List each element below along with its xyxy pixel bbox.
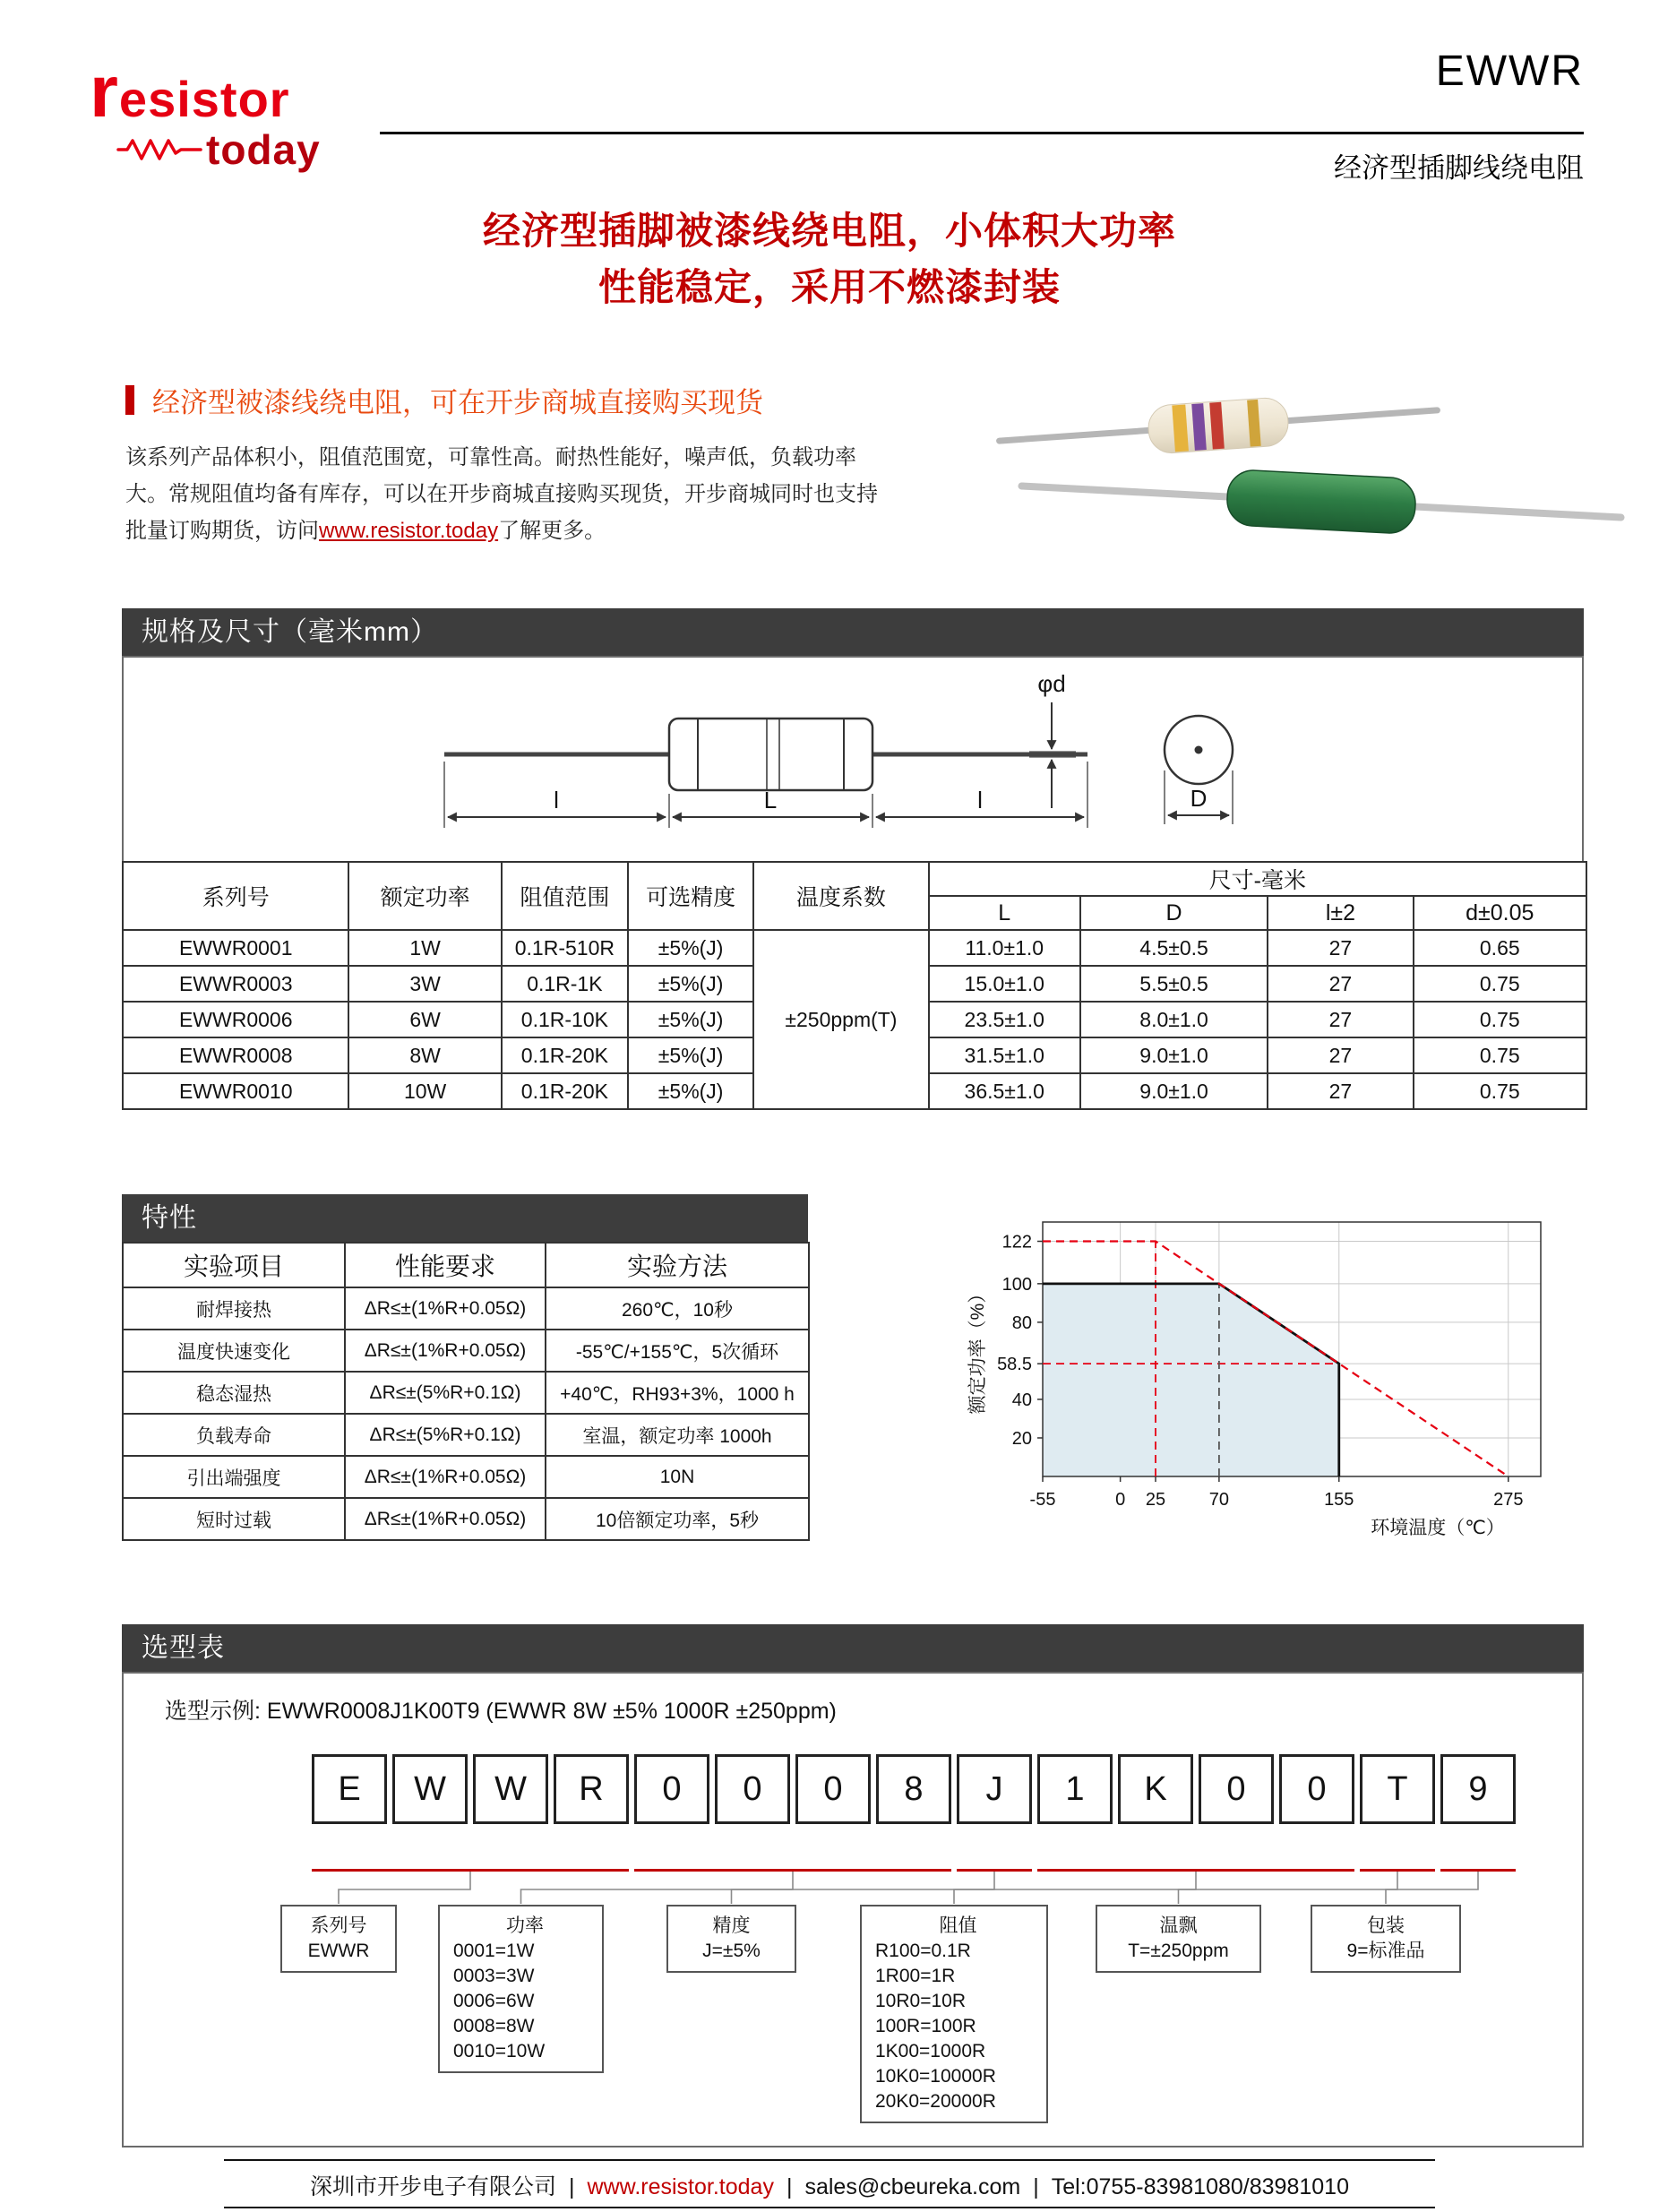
spec-cell: 15.0±1.0 <box>929 966 1080 1002</box>
spec-cell: 0.75 <box>1414 966 1586 1002</box>
spec-dimension-subheader: l±2 <box>1268 896 1413 930</box>
selection-connector <box>1179 1872 1398 1904</box>
features-column-header: 实验项目 <box>123 1243 345 1287</box>
dim-label-wire-diameter: φd <box>1037 670 1066 697</box>
intro-paragraph <box>125 439 878 549</box>
spec-cell: 4.5±0.5 <box>1080 930 1268 966</box>
spec-cell: EWWR0008 <box>123 1037 348 1073</box>
selection-field-value: 9=标准品 <box>1346 1941 1425 1961</box>
features-table <box>122 1242 810 1541</box>
part-number-char-box: W <box>392 1754 468 1824</box>
footer-text-part: 深圳市开步电子有限公司 <box>310 2174 557 2199</box>
spec-cell: 0.1R-1K <box>502 966 628 1002</box>
part-number-char-box: R <box>554 1754 629 1824</box>
spec-cell: 36.5±1.0 <box>929 1073 1080 1109</box>
product-code: EWWR <box>1435 47 1584 95</box>
selection-field-value: J=±5% <box>702 1941 761 1961</box>
part-number-char-box: 0 <box>634 1754 709 1824</box>
selection-field-label-box <box>1311 1905 1461 1973</box>
spec-table <box>122 861 1587 1110</box>
selection-example: 选型示例: EWWR0008J1K00T9 (EWWR 8W ±5% 1000R ±250ppm) <box>165 1699 837 1724</box>
dim-label-body: L <box>763 787 778 813</box>
code-group-underline <box>1360 1869 1435 1872</box>
intro-text-after-link: 了解更多。 <box>498 519 606 543</box>
spec-cell: 0.75 <box>1414 1037 1586 1073</box>
chart-y-tick-label: 40 <box>1011 1390 1032 1410</box>
spec-cell: 0.1R-20K <box>502 1073 628 1109</box>
code-group-underline <box>957 1869 1032 1872</box>
spec-cell: 0.75 <box>1414 1002 1586 1037</box>
footer-separator: | <box>1033 2174 1039 2199</box>
spec-cell: 27 <box>1268 966 1413 1002</box>
part-number-char-box: 0 <box>1279 1754 1354 1824</box>
part-number-char-box: 0 <box>715 1754 790 1824</box>
section-marker <box>125 385 134 415</box>
chart-x-tick-label: -55 <box>1029 1490 1056 1510</box>
resistor-body-outline <box>669 719 872 790</box>
dim-label-lead-left: l <box>554 787 559 813</box>
part-number-char-box: K <box>1118 1754 1193 1824</box>
features-cell: 负载寿命 <box>123 1414 345 1456</box>
footer-separator: | <box>786 2174 793 2199</box>
spec-cell: 10W <box>348 1073 501 1109</box>
selection-field-value: 100R=100R <box>875 2016 976 2036</box>
chart-y-tick-label: 80 <box>1011 1313 1032 1333</box>
features-cell: ΔR≤±(5%R+0.1Ω) <box>345 1372 546 1414</box>
part-number-char-box: 0 <box>795 1754 871 1824</box>
resistor-zigzag-icon <box>116 137 202 162</box>
selection-field-value: 10R0=10R <box>875 1991 966 2011</box>
spec-cell: 27 <box>1268 1037 1413 1073</box>
spec-cell: 6W <box>348 1002 501 1037</box>
selection-field-value: T=±250ppm <box>1128 1941 1229 1961</box>
selection-field-value: 0006=6W <box>453 1991 535 2011</box>
spec-cell: ±5%(J) <box>628 1073 753 1109</box>
features-cell: 稳态湿热 <box>123 1372 345 1414</box>
spec-dimension-subheader: d±0.05 <box>1414 896 1586 930</box>
chart-x-axis-label: 环境温度（℃） <box>1371 1518 1505 1538</box>
logo-sub-text: today <box>206 126 321 174</box>
spec-cell: 9.0±1.0 <box>1080 1037 1268 1073</box>
logo <box>90 51 321 174</box>
features-cell: 室温，额定功率 1000h <box>546 1414 809 1456</box>
chart-x-tick-label: 25 <box>1145 1490 1166 1510</box>
selection-field-value: EWWR <box>307 1941 370 1961</box>
chart-y-tick-label: 58.5 <box>997 1355 1032 1375</box>
features-cell: +40℃，RH93+3%，1000 h <box>546 1372 809 1414</box>
footer <box>0 2169 1659 2201</box>
features-cell: ΔR≤±(1%R+0.05Ω) <box>345 1287 546 1330</box>
page-title-line1: 经济型插脚被漆线绕电阻，小体积大功率 <box>482 210 1176 252</box>
features-cell: ΔR≤±(5%R+0.1Ω) <box>345 1414 546 1456</box>
spec-cell: 8W <box>348 1037 501 1073</box>
dim-label-diameter: D <box>1190 785 1208 812</box>
logo-text: resistor <box>90 51 290 133</box>
spec-cell: EWWR0001 <box>123 930 348 966</box>
spec-dimensions-header: 尺寸-毫米 <box>929 862 1586 896</box>
spec-cell: 11.0±1.0 <box>929 930 1080 966</box>
features-table-row <box>123 1372 809 1414</box>
selection-field-title: 功率 <box>506 1915 544 1936</box>
selection-field-value: R100=0.1R <box>875 1941 971 1961</box>
selection-connector <box>954 1872 1196 1904</box>
spec-cell: 27 <box>1268 930 1413 966</box>
features-cell: -55℃/+155℃，5次循环 <box>546 1330 809 1372</box>
selection-field-value: 1R00=1R <box>875 1966 956 1986</box>
part-number-char-box: 0 <box>1199 1754 1274 1824</box>
selection-field-value: 0010=10W <box>453 2041 546 2061</box>
selection-connector <box>1386 1872 1478 1904</box>
selection-field-value: 1K00=1000R <box>875 2041 986 2061</box>
resistor-product-image <box>923 363 1630 573</box>
spec-cell: 8.0±1.0 <box>1080 1002 1268 1037</box>
spec-cell: ±5%(J) <box>628 966 753 1002</box>
spec-cell: EWWR0003 <box>123 966 348 1002</box>
spec-column-header: 可选精度 <box>628 862 753 930</box>
footer-divider-bottom <box>224 2207 1435 2208</box>
features-table-row <box>123 1287 809 1330</box>
website-link[interactable]: www.resistor.today <box>319 519 499 543</box>
selection-field-title: 系列号 <box>310 1915 367 1936</box>
spec-cell: ±5%(J) <box>628 1002 753 1037</box>
selection-field-label-box <box>860 1905 1048 2123</box>
footer-divider-top <box>224 2159 1435 2161</box>
spec-cell: 0.65 <box>1414 930 1586 966</box>
selection-field-value: 0003=3W <box>453 1966 535 1986</box>
features-cell: 耐焊接热 <box>123 1287 345 1330</box>
code-group-underline <box>312 1869 629 1872</box>
spec-cell: 27 <box>1268 1073 1413 1109</box>
page-title-line2: 性能稳定，采用不燃漆封装 <box>597 266 1061 308</box>
spec-column-header: 额定功率 <box>348 862 501 930</box>
selection-section-box <box>122 1672 1584 2147</box>
code-group-underline <box>1037 1869 1354 1872</box>
spec-cell: 27 <box>1268 1002 1413 1037</box>
code-group-underline <box>1440 1869 1516 1872</box>
part-number-char-box: J <box>957 1754 1032 1824</box>
features-cell: 温度快速变化 <box>123 1330 345 1372</box>
intro-heading-row <box>125 380 763 420</box>
selection-connector <box>339 1872 470 1904</box>
chart-y-tick-label: 100 <box>1001 1274 1032 1295</box>
spec-cell: 3W <box>348 966 501 1002</box>
chart-x-tick-label: 0 <box>1115 1490 1126 1510</box>
spec-cell: EWWR0006 <box>123 1002 348 1037</box>
spec-cell: 0.1R-510R <box>502 930 628 966</box>
spec-column-header: 温度系数 <box>753 862 928 930</box>
features-table-row <box>123 1330 809 1372</box>
spec-section-box <box>122 656 1584 1110</box>
features-column-header: 性能要求 <box>345 1243 546 1287</box>
spec-dimension-subheader: D <box>1080 896 1268 930</box>
spec-cell: 0.1R-20K <box>502 1037 628 1073</box>
spec-cell: 23.5±1.0 <box>929 1002 1080 1037</box>
selection-field-value: 20K0=20000R <box>875 2091 996 2112</box>
spec-cell: 0.1R-10K <box>502 1002 628 1037</box>
features-cell: ΔR≤±(1%R+0.05Ω) <box>345 1330 546 1372</box>
features-cell: ΔR≤±(1%R+0.05Ω) <box>345 1456 546 1498</box>
features-cell: 260℃，10秒 <box>546 1287 809 1330</box>
footer-website-link[interactable]: www.resistor.today <box>587 2174 774 2199</box>
selection-field-label-box <box>280 1905 397 1973</box>
selection-field-title: 温飘 <box>1159 1915 1198 1936</box>
chart-x-tick-label: 275 <box>1493 1490 1524 1510</box>
white-resistor <box>998 386 1440 465</box>
selection-connector <box>732 1872 995 1904</box>
features-table-row <box>123 1414 809 1456</box>
part-number-char-box: W <box>473 1754 548 1824</box>
spec-cell: 9.0±1.0 <box>1080 1073 1268 1109</box>
part-number-char-box: E <box>312 1754 387 1824</box>
selection-field-label-box <box>666 1905 796 1973</box>
chart-x-tick-label: 70 <box>1208 1490 1230 1510</box>
spec-cell: 31.5±1.0 <box>929 1037 1080 1073</box>
spec-section-header: 规格及尺寸（毫米mm） <box>122 608 1584 656</box>
chart-y-tick-label: 20 <box>1011 1428 1032 1449</box>
features-cell: 10倍额定功率，5秒 <box>546 1498 809 1540</box>
footer-text-part: sales@cbeureka.com <box>804 2174 1021 2199</box>
features-cell: ΔR≤±(1%R+0.05Ω) <box>345 1498 546 1540</box>
chart-x-tick-label: 155 <box>1324 1490 1354 1510</box>
features-column-header: 实验方法 <box>546 1243 809 1287</box>
green-resistor <box>1020 459 1622 546</box>
spec-column-header: 阻值范围 <box>502 862 628 930</box>
spec-column-header: 系列号 <box>123 862 348 930</box>
intro-heading: 经济型被漆线绕电阻，可在开步商城直接购买现货 <box>152 387 763 418</box>
features-cell: 短时过载 <box>123 1498 345 1540</box>
spec-cell: EWWR0010 <box>123 1073 348 1109</box>
dim-label-lead-right: l <box>977 787 983 813</box>
selection-field-title: 精度 <box>712 1915 751 1936</box>
selection-field-value: 0001=1W <box>453 1941 535 1961</box>
features-section-header: 特性 <box>122 1194 808 1242</box>
spec-table-row <box>123 930 1586 966</box>
dimension-drawing <box>140 665 1566 862</box>
intro-text-before-link: 该系列产品体积小，阻值范围宽，可靠性高。耐热性能好，噪声低，负载功率大。常规阻值均备有库存，可以在开步商城直接购买现货，开步商城同时也支持批量订购期货，访问 <box>125 445 878 543</box>
part-number-char-box: 8 <box>876 1754 951 1824</box>
spec-dimension-subheader: L <box>929 896 1080 930</box>
derating-chart <box>960 1197 1587 1542</box>
part-number-char-box: 9 <box>1440 1754 1516 1824</box>
part-number-char-box: T <box>1360 1754 1435 1824</box>
spec-cell: 0.75 <box>1414 1073 1586 1109</box>
spec-cell: ±5%(J) <box>628 1037 753 1073</box>
spec-cell: ±5%(J) <box>628 930 753 966</box>
footer-separator: | <box>569 2174 575 2199</box>
spec-temp-coefficient-cell: ±250ppm(T) <box>753 930 928 1109</box>
selection-field-label-box <box>1096 1905 1261 1973</box>
code-group-underline <box>634 1869 951 1872</box>
header-divider <box>380 132 1584 134</box>
features-cell: 10N <box>546 1456 809 1498</box>
selection-field-title: 包装 <box>1367 1915 1405 1936</box>
chart-area-fill <box>1043 1284 1339 1476</box>
product-subtitle: 经济型插脚线绕电阻 <box>1334 152 1584 184</box>
selection-field-title: 阻值 <box>939 1915 977 1936</box>
selection-section-header: 选型表 <box>122 1624 1584 1672</box>
spec-cell: 5.5±0.5 <box>1080 966 1268 1002</box>
footer-text-part: Tel:0755-83981080/83981010 <box>1051 2174 1349 2199</box>
selection-connector <box>521 1872 794 1904</box>
part-number-code-row <box>312 1754 1516 1824</box>
features-table-row <box>123 1498 809 1540</box>
selection-field-value: 10K0=10000R <box>875 2066 996 2087</box>
chart-y-tick-label: 122 <box>1001 1232 1032 1252</box>
spec-cell: 1W <box>348 930 501 966</box>
selection-field-value: 0008=8W <box>453 2016 535 2036</box>
selection-field-label-box <box>438 1905 604 2073</box>
page-title <box>0 202 1659 315</box>
chart-y-axis-label: 额定功率（%） <box>967 1284 988 1415</box>
part-number-char-box: 1 <box>1037 1754 1113 1824</box>
features-table-row <box>123 1456 809 1498</box>
features-cell: 引出端强度 <box>123 1456 345 1498</box>
